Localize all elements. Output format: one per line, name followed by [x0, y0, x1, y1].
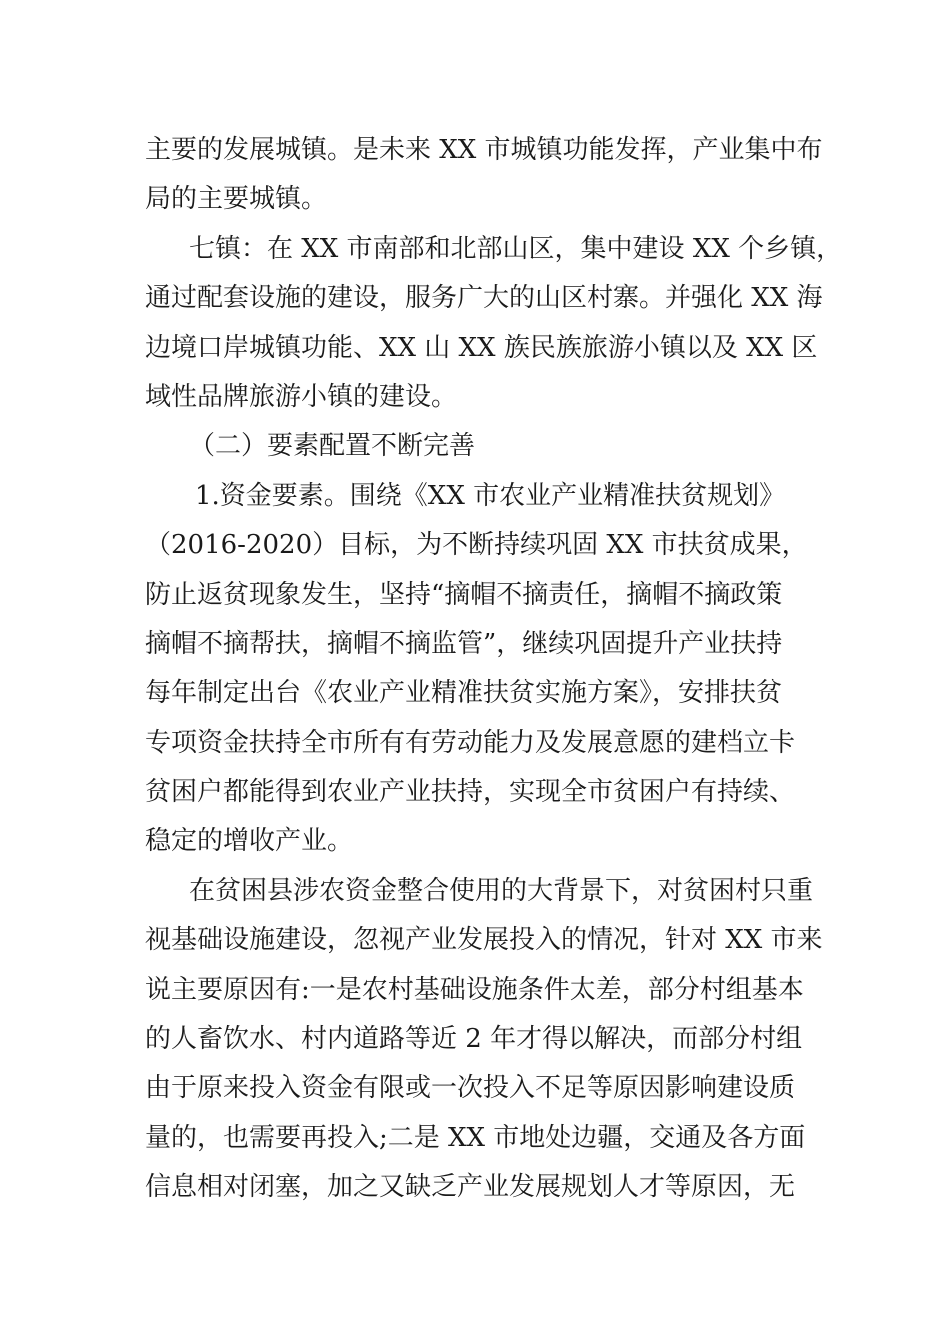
paragraph-line: 稳定的增收产业。: [145, 826, 354, 857]
section-heading: （二）要素配置不断完善: [189, 431, 476, 462]
paragraph-line: 域性品牌旅游小镇的建设。: [145, 381, 458, 412]
paragraph-first-line: 七镇：在 XX 市南部和北部山区，集中建设 XX 个乡镇，: [189, 233, 843, 264]
paragraph-line: 防止返贫现象发生，坚持“摘帽不摘责任，摘帽不摘政策: [145, 579, 783, 610]
paragraph-first-line: 1.资金要素。围绕《XX 市农业产业精准扶贫规划》: [195, 480, 786, 511]
document-body: [145, 126, 843, 1213]
paragraph-line: 由于原来投入资金有限或一次投入不足等原因影响建设质: [145, 1073, 796, 1104]
paragraph-line: 边境口岸城镇功能、XX 山 XX 族民族旅游小镇以及 XX 区: [145, 332, 818, 363]
paragraph-line: 主要的发展城镇。是未来 XX 市城镇功能发挥，产业集中布: [145, 135, 823, 165]
paragraph-line: 摘帽不摘帮扶，摘帽不摘监管”，继续巩固提升产业扶持: [145, 628, 783, 659]
paragraph-line: 信息相对闭塞，加之又缺乏产业发展规划人才等原因，无: [145, 1172, 796, 1203]
paragraph-line: 局的主要城镇。: [145, 184, 328, 215]
paragraph-line: 的人畜饮水、村内道路等近 2 年才得以解决，而部分村组: [145, 1024, 803, 1055]
paragraph-line: 通过配套设施的建设，服务广大的山区村寨。并强化 XX 海: [145, 283, 823, 314]
paragraph-line: 视基础设施建设，忽视产业发展投入的情况，针对 XX 市来: [145, 925, 823, 956]
paragraph-first-line: 在贫困县涉农资金整合使用的大背景下，对贫困村只重: [189, 875, 814, 906]
paragraph-line: 每年制定出台《农业产业精准扶贫实施方案》，安排扶贫: [145, 678, 783, 709]
paragraph-line: 贫困户都能得到农业产业扶持，实现全市贫困户有持续、: [145, 777, 796, 808]
paragraph-line: 专项资金扶持全市所有有劳动能力及发展意愿的建档立卡: [145, 727, 796, 758]
paragraph-line: 说主要原因有:一是农村基础设施条件太差，部分村组基本: [145, 974, 804, 1005]
paragraph-line: 量的，也需要再投入;二是 XX 市地处边疆，交通及各方面: [145, 1122, 806, 1153]
paragraph-line: （2016-2020）目标，为不断持续巩固 XX 市扶贫成果，: [145, 530, 808, 561]
